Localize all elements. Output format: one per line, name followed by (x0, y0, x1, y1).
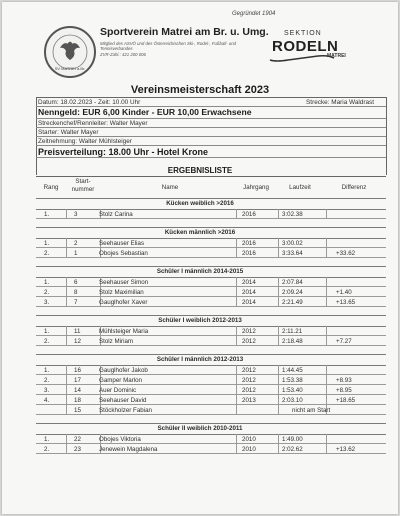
time-cell: 3:00.02 (282, 239, 303, 247)
cell-separator (326, 277, 327, 287)
col-diff: Differenz (341, 184, 367, 191)
award-ceremony: Preisverteilung: 18.00 Uhr - Hotel Krone (38, 147, 209, 157)
time-cell: 2:07.84 (282, 278, 303, 286)
starter-row (36, 128, 386, 137)
table-row (36, 277, 386, 287)
cell-separator (326, 444, 327, 454)
year-cell: 2010 (242, 435, 256, 443)
cell-separator (278, 287, 279, 297)
cell-separator (236, 297, 237, 307)
diff-cell: +8.93 (336, 376, 352, 384)
year-cell: 2012 (242, 366, 256, 374)
cell-separator (326, 287, 327, 297)
cell-separator (326, 336, 327, 346)
date-row (36, 98, 386, 107)
starter: Starter: Walter Mayer (38, 129, 99, 136)
cell-separator (278, 444, 279, 454)
cell-separator (278, 385, 279, 395)
name-cell: Gamper Marlon (99, 376, 142, 384)
name-cell: Obojes Sebastian (99, 249, 148, 257)
results-heading-rule (36, 176, 386, 177)
time-cell: 1:44.45 (282, 366, 303, 374)
cell-separator (66, 434, 67, 444)
name-cell: Seehauser Elias (99, 239, 145, 247)
time-cell: 1:53.38 (282, 376, 303, 384)
start-number-cell: 11 (74, 327, 81, 335)
cell-separator (66, 444, 67, 454)
cell-separator (278, 395, 279, 405)
cell-separator (326, 248, 327, 258)
category-top-rule (36, 354, 386, 355)
rank-cell: 4. (44, 396, 50, 404)
cell-separator (326, 365, 327, 375)
category-top-rule (36, 315, 386, 316)
info-box-right-rule (386, 97, 387, 175)
col-time: Laufzeit (289, 184, 311, 191)
rank-cell: 1. (44, 327, 50, 335)
matrei-logo-text: MATREI (327, 53, 346, 59)
cell-separator (66, 365, 67, 375)
year-cell: 2012 (242, 337, 256, 345)
diff-cell: +1.40 (336, 288, 352, 296)
category-top-rule (36, 227, 386, 228)
cell-separator (66, 395, 67, 405)
start-number-cell: 23 (74, 445, 81, 453)
cell-separator (236, 385, 237, 395)
rank-cell: 1. (44, 278, 50, 286)
cell-separator (236, 238, 237, 248)
time-cell: 2:09.24 (282, 288, 303, 296)
name-cell: Auer Dominic (99, 386, 137, 394)
diff-cell: +13.65 (336, 298, 356, 306)
start-number-cell: 16 (74, 366, 81, 374)
rodeln-logo: RODELN (272, 38, 339, 55)
cell-separator (326, 209, 327, 219)
table-row (36, 385, 386, 395)
category-label: Schüler I männlich 2014-2015 (156, 268, 244, 275)
cell-separator (236, 336, 237, 346)
cell-separator (278, 365, 279, 375)
timing-row (36, 137, 386, 146)
club-name: Sportverein Matrei am Br. u. Umg. (100, 26, 269, 38)
year-cell: 2016 (242, 239, 256, 247)
year-cell: 2014 (242, 278, 256, 286)
name-cell: Gauglhofer Xaver (99, 298, 148, 306)
year-cell: 2014 (242, 288, 256, 296)
table-row (36, 405, 386, 415)
cell-separator (66, 297, 67, 307)
name-cell: Stolz Maximilian (99, 288, 144, 296)
cell-separator (236, 248, 237, 258)
cell-separator (326, 375, 327, 385)
diff-cell: +13.62 (336, 445, 356, 453)
cell-separator (66, 287, 67, 297)
cell-separator (278, 375, 279, 385)
start-number-cell: 2 (74, 239, 78, 247)
entry-fee: Nenngeld: EUR 6,00 Kinder - EUR 10,00 Erwachsene (38, 107, 252, 117)
cell-separator (326, 238, 327, 248)
cell-separator (66, 405, 67, 415)
table-row (36, 287, 386, 297)
cell-separator (236, 277, 237, 287)
cell-separator (236, 287, 237, 297)
track-name: Strecke: Maria Waldrast (306, 99, 374, 106)
col-year: Jahrgang (243, 184, 269, 191)
year-cell: 2013 (242, 396, 256, 404)
table-row (36, 248, 386, 258)
table-row (36, 365, 386, 375)
membership-text (100, 41, 250, 57)
table-row (36, 209, 386, 219)
section-label: SEKTION (284, 30, 322, 37)
cell-separator (278, 336, 279, 346)
time-cell: 2:11.21 (282, 327, 303, 335)
track-chief-row (36, 119, 386, 128)
table-row (36, 395, 386, 405)
name-cell: Stolz Miriam (99, 337, 134, 345)
cell-separator (66, 336, 67, 346)
year-cell: 2016 (242, 249, 256, 257)
table-row (36, 434, 386, 444)
name-cell: Obojes Viktoria (99, 435, 141, 443)
cell-separator (66, 326, 67, 336)
cell-separator (278, 326, 279, 336)
track-chief: Streckenchef/Rennleiter: Walter Mayer (38, 120, 148, 127)
start-number-cell: 17 (74, 376, 81, 384)
start-number-cell: 22 (74, 435, 81, 443)
seal-text: SV MATREI a.Br. (54, 66, 86, 71)
col-name: Name (161, 184, 179, 191)
table-row (36, 326, 386, 336)
name-cell: Stolz Carina (99, 210, 133, 218)
name-cell: Mühlsteiger Maria (99, 327, 149, 335)
table-row (36, 375, 386, 385)
cell-separator (326, 395, 327, 405)
start-number-cell: 15 (74, 406, 81, 414)
timing: Zeitnehmung: Walter Mühlsteiger (38, 138, 132, 145)
time-cell: 1:53.40 (282, 386, 303, 394)
time-cell: 2:18.48 (282, 337, 303, 345)
year-cell: 2012 (242, 327, 256, 335)
results-sheet (2, 2, 398, 514)
club-seal (44, 26, 96, 78)
cell-separator (278, 238, 279, 248)
diff-cell: +18.65 (336, 396, 356, 404)
cell-separator (278, 434, 279, 444)
ceremony-row (36, 146, 386, 158)
rank-cell: 3. (44, 386, 50, 394)
table-row (36, 297, 386, 307)
category-top-rule (36, 423, 386, 424)
sled-icon (268, 54, 338, 64)
start-number-cell: 6 (74, 278, 78, 286)
category-label: Schüler I männlich 2012-2013 (156, 356, 244, 363)
cell-separator (236, 434, 237, 444)
start-number-cell: 18 (74, 396, 81, 404)
cell-separator (236, 395, 237, 405)
cell-separator (278, 277, 279, 287)
table-row (36, 238, 386, 248)
name-cell: Gauglhofer Jakob (99, 366, 148, 374)
cell-separator (66, 385, 67, 395)
time-cell: 1:49.00 (282, 435, 303, 443)
diff-cell: +8.95 (336, 386, 352, 394)
category-label: Kücken männlich >2016 (164, 229, 236, 236)
name-cell: Seehauser David (99, 396, 147, 404)
name-cell: Jenewein Magdalena (99, 445, 158, 453)
cell-separator (236, 405, 237, 415)
cell-separator (66, 277, 67, 287)
start-number-cell: 3 (74, 210, 78, 218)
cell-separator (66, 209, 67, 219)
table-row (36, 444, 386, 454)
diff-cell: +7.27 (336, 337, 352, 345)
category-top-rule (36, 266, 386, 267)
start-number-cell: 7 (74, 298, 78, 306)
rank-cell: 2. (44, 288, 50, 296)
cell-separator (326, 385, 327, 395)
founded-text: Gegründet 1904 (232, 11, 276, 17)
rank-cell: 2. (44, 376, 50, 384)
rank-cell: 1. (44, 239, 50, 247)
event-title: Vereinsmeisterschaft 2023 (130, 84, 270, 96)
note-cell: nicht am Start (292, 406, 331, 414)
results-heading: ERGEBNISLISTE (167, 166, 233, 175)
start-number-cell: 1 (74, 249, 78, 257)
fee-row (36, 107, 386, 119)
cell-separator (326, 434, 327, 444)
col-start-number: nummer (71, 186, 95, 193)
rank-cell: 2. (44, 249, 50, 257)
year-cell: 2014 (242, 298, 256, 306)
cell-separator (236, 444, 237, 454)
time-cell: 2:21.49 (282, 298, 303, 306)
table-row (36, 336, 386, 346)
start-number-cell: 14 (74, 386, 81, 394)
cell-separator (236, 326, 237, 336)
cell-separator (236, 209, 237, 219)
rank-cell: 1. (44, 210, 50, 218)
cell-separator (236, 365, 237, 375)
cell-separator (66, 375, 67, 385)
start-number-cell: 12 (74, 337, 81, 345)
time-cell: 3:02.38 (282, 210, 303, 218)
year-cell: 2016 (242, 210, 256, 218)
category-label: Schüler II weiblich 2010-2011 (157, 425, 243, 432)
zvr-number: ZVR-Zahl.: 421 200 006 (100, 51, 146, 57)
date-time: Datum: 18.02.2023 - Zeit: 10.00 Uhr (38, 99, 141, 106)
diff-cell: +33.62 (336, 249, 356, 257)
cell-separator (278, 405, 279, 415)
cell-separator (278, 209, 279, 219)
name-cell: Stöckholzer Fabian (99, 406, 152, 414)
cell-separator (236, 375, 237, 385)
category-label: Schüler I weiblich 2012-2013 (158, 317, 242, 324)
col-rank: Rang (43, 184, 59, 191)
rank-cell: 3. (44, 298, 50, 306)
membership-line: Mitglied des ASVÖ und des Österreichischen Ski-, Rodel-, Fußball- und Tennisverbandes (100, 41, 236, 52)
cell-separator (326, 326, 327, 336)
cell-separator (278, 248, 279, 258)
col-start: Start- (75, 178, 91, 185)
year-cell: 2012 (242, 376, 256, 384)
cell-separator (278, 297, 279, 307)
cell-separator (66, 238, 67, 248)
year-cell: 2012 (242, 386, 256, 394)
category-top-rule (36, 198, 386, 199)
year-cell: 2010 (242, 445, 256, 453)
time-cell: 3:33.64 (282, 249, 303, 257)
rank-cell: 1. (44, 435, 50, 443)
time-cell: 2:02.62 (282, 445, 303, 453)
rank-cell: 2. (44, 445, 50, 453)
cell-separator (326, 297, 327, 307)
time-cell: 2:03.10 (282, 396, 303, 404)
name-cell: Seehauser Simon (99, 278, 149, 286)
rank-cell: 2. (44, 337, 50, 345)
category-label: Kücken weiblich >2016 (166, 200, 234, 207)
cell-separator (66, 248, 67, 258)
start-number-cell: 8 (74, 288, 78, 296)
rank-cell: 1. (44, 366, 50, 374)
